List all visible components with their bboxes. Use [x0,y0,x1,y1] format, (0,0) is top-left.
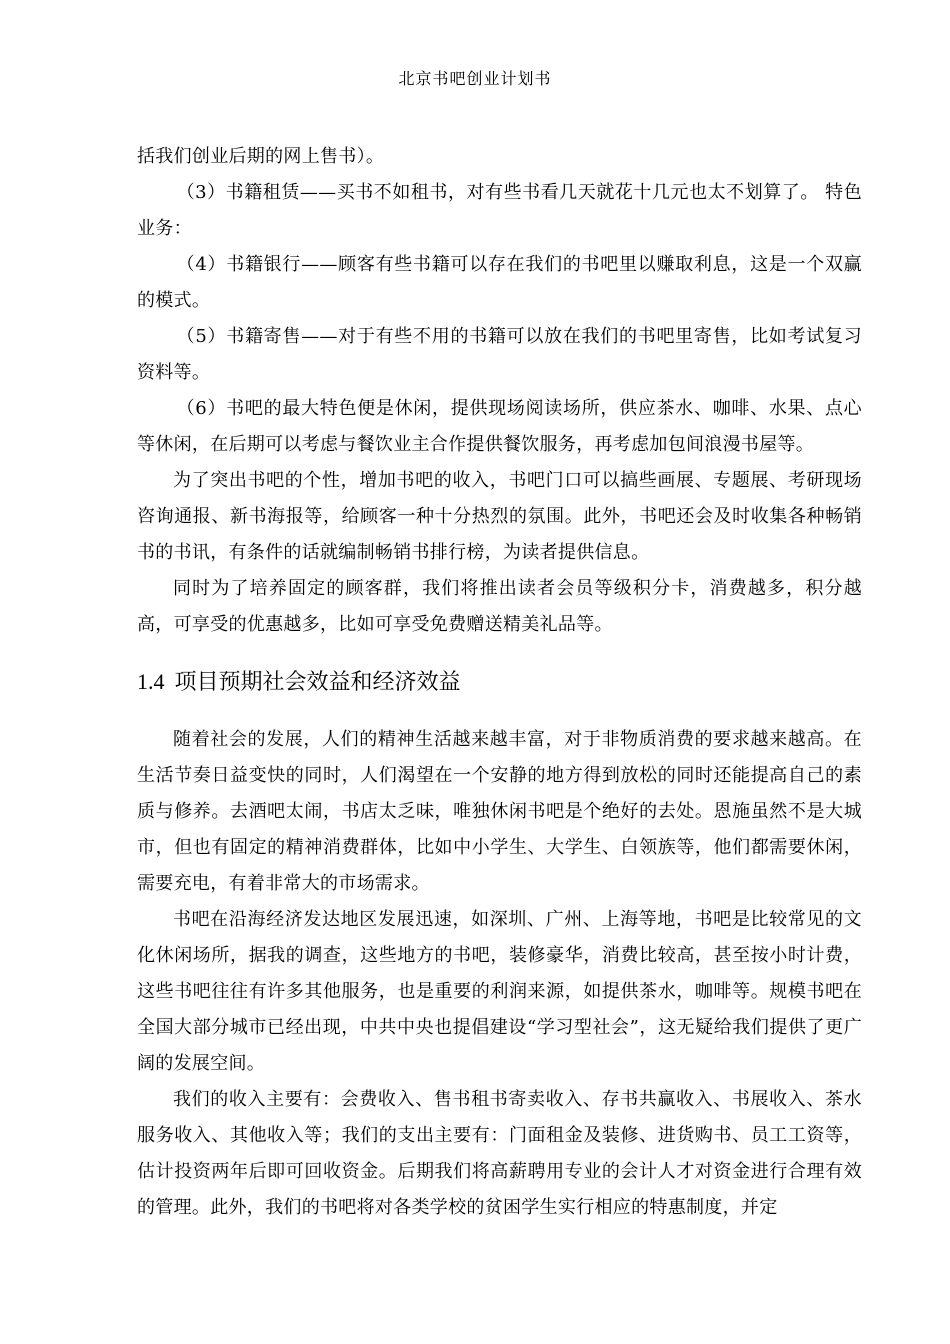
section-number: 1.4 [137,669,165,694]
paragraph-book-bank: （4）书籍银行——顾客有些书籍可以存在我们的书吧里以赚取利息，这是一个双赢的模式。 [137,254,862,311]
paragraph-book-consignment: （5）书籍寄售——对于有些不用的书籍可以放在我们的书吧里寄售，比如考试复习资料等。 [137,326,862,383]
paragraph-book-rental: （3）书籍租赁——买书不如租书，对有些书看几天就花十几元也太不划算了。 特色业务： [137,182,862,239]
paragraph-membership: 同时为了培养固定的顾客群，我们将推出读者会员等级积分卡，消费越多，积分越高，可享受的优惠越多，比如可享受免费赠送精美礼品等。 [137,578,862,635]
paragraph-coastal-development: 书吧在沿海经济发达地区发展迅速，如深圳、广州、上海等地，书吧是比较常见的文化休闲场所，据我的调查，这些地方的书吧，装修豪华，消费比较高，甚至按小时计费，这些书吧往往有许多其他服务，也是重要的利润来源，如提供茶水，咖啡等。规模书吧在全国大部分城市已经出现，中共中央也提倡建设“学习型社会”，这无疑给我们提供了更广阔的发展空间。 [137,909,862,1074]
paragraph-personality: 为了突出书吧的个性，增加书吧的收入，书吧门口可以搞些画展、专题展、考研现场咨询通报、新书海报等，给顾客一种十分热烈的氛围。此外，书吧还会及时收集各种畅销书的书讯，有条件的话就编制畅销书排行榜，为读者提供信息。 [137,470,862,563]
document-body [137,139,862,1226]
paragraph-income-expense: 我们的收入主要有：会费收入、售书租书寄卖收入、存书共赢收入、书展收入、茶水服务收入、其他收入等；我们的支出主要有：门面租金及装修、进货购书、员工工资等，估计投资两年后即可回收资金。后期我们将高薪聘用专业的会计人才对资金进行合理有效的管理。此外，我们的书吧将对各类学校的贫困学生实行相应的特惠制度，并定 [137,1089,862,1218]
paragraph-leisure-feature: （6）书吧的最大特色便是休闲，提供现场阅读场所，供应茶水、咖啡、水果、点心等休闲，在后期可以考虑与餐饮业主合作提供餐饮服务，再考虑加包间浪漫书屋等。 [137,398,862,455]
section-heading [137,643,862,722]
running-header: 北京书吧创业计划书 [398,69,552,88]
section-title: 项目预期社会效益和经济效益 [174,670,461,695]
paragraph-continuation: 括我们创业后期的网上售书）。 [137,146,385,167]
paragraph-social-development: 随着社会的发展，人们的精神生活越来越丰富，对于非物质消费的要求越来越高。在生活节奏日益变快的同时，人们渴望在一个安静的地方得到放松的同时还能提高自己的素质与修养。去酒吧太闹，书店太乏味，唯独休闲书吧是个绝好的去处。恩施虽然不是大城市，但也有固定的精神消费群体，比如中小学生、大学生、白领族等，他们都需要休闲，需要充电，有着非常大的市场需求。 [137,729,862,894]
